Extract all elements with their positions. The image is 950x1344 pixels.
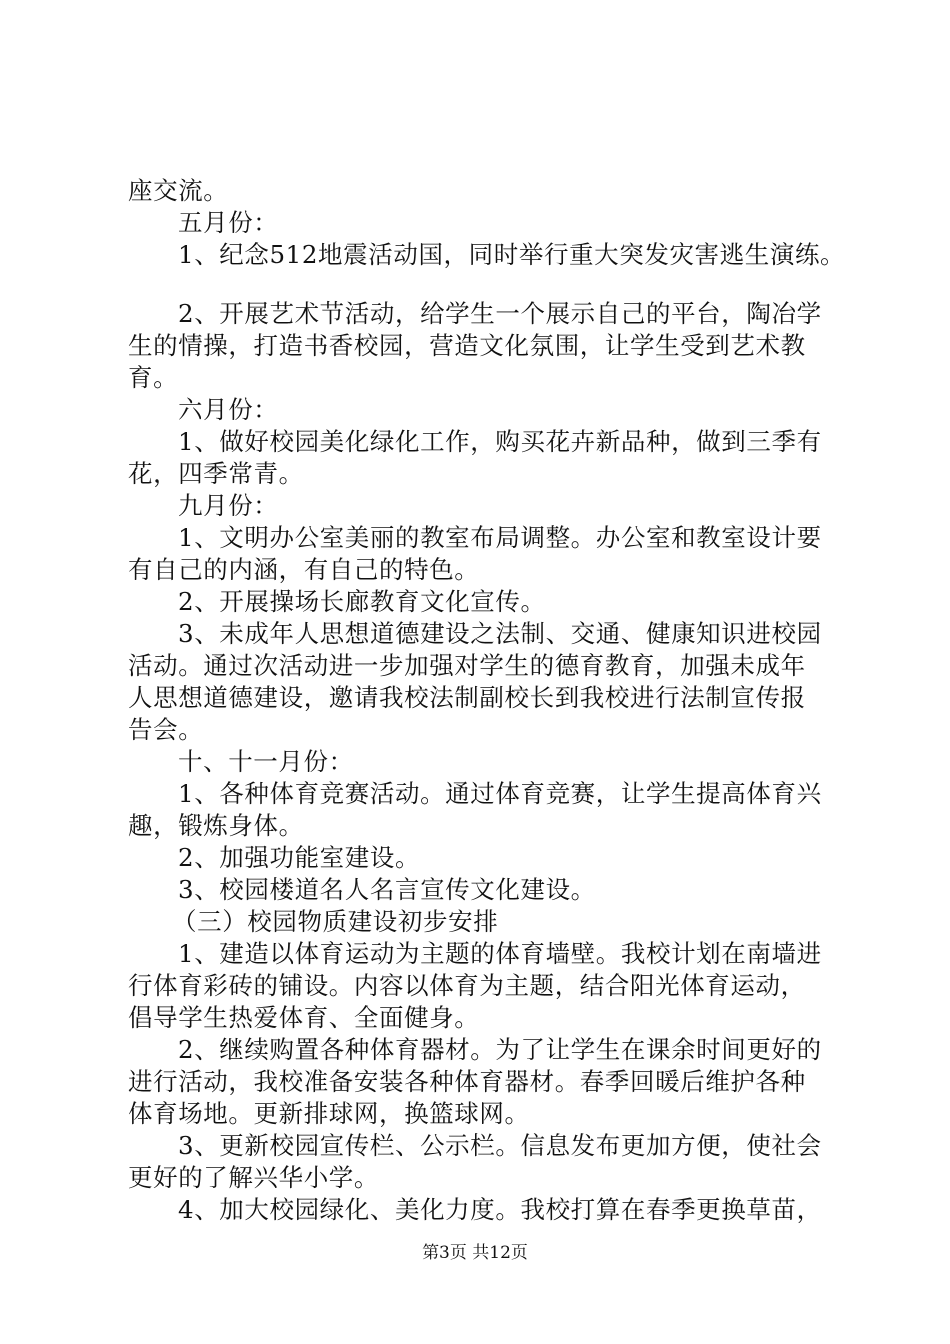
paragraph-line: 1、做好校园美化绿化工作，购买花卉新品种，做到三季有 (178, 427, 822, 456)
paragraph-line: 1、各种体育竞赛活动。通过体育竞赛，让学生提高体育兴 (178, 779, 822, 808)
paragraph-line: 2、加强功能室建设。 (178, 843, 421, 872)
paragraph-line: 人思想道德建设，邀请我校法制副校长到我校进行法制宣传报 (128, 683, 806, 712)
paragraph-line: 生的情操，打造书香校园，营造文化氛围，让学生受到艺术教 (128, 331, 806, 360)
paragraph-line: 行体育彩砖的铺设。内容以体育为主题，结合阳光体育运动， (128, 971, 806, 1000)
section-heading-material-construction: （三）校园物质建设初步安排 (172, 907, 499, 936)
paragraph-line: 有自己的内涵，有自己的特色。 (128, 555, 480, 584)
paragraph-line: 趣，锻炼身体。 (128, 811, 304, 840)
paragraph-line: 3、未成年人思想道德建设之法制、交通、健康知识进校园 (178, 619, 822, 648)
paragraph-line: 2、继续购置各种体育器材。为了让学生在课余时间更好的 (178, 1035, 822, 1064)
paragraph-line: 体育场地。更新排球网，换篮球网。 (128, 1099, 530, 1128)
paragraph-line: 更好的了解兴华小学。 (128, 1163, 379, 1192)
paragraph-line: 进行活动，我校准备安装各种体育器材。春季回暖后维护各种 (128, 1067, 806, 1096)
paragraph-line: 1、建造以体育运动为主题的体育墙壁。我校计划在南墙进 (178, 939, 822, 968)
paragraph-line: 座交流。 (128, 176, 229, 205)
section-heading-may: 五月份： (178, 208, 279, 237)
section-heading-june: 六月份： (178, 395, 279, 424)
section-heading-september: 九月份： (178, 491, 279, 520)
paragraph-line: 活动。通过次活动进一步加强对学生的德育教育，加强未成年 (128, 651, 806, 680)
paragraph-line: 3、更新校园宣传栏、公示栏。信息发布更加方便，使社会 (178, 1131, 822, 1160)
paragraph-line: 告会。 (128, 715, 204, 744)
paragraph-line: 3、校园楼道名人名言宣传文化建设。 (178, 875, 596, 904)
page-footer: 第3页 共12页 (422, 1243, 528, 1263)
paragraph-line: 倡导学生热爱体育、全面健身。 (128, 1003, 480, 1032)
paragraph-line: 花，四季常青。 (128, 459, 304, 488)
paragraph-line: 1、文明办公室美丽的教室布局调整。办公室和教室设计要 (178, 523, 822, 552)
paragraph-line: 育。 (128, 363, 179, 392)
paragraph-line: 2、开展操场长廊教育文化宣传。 (178, 587, 546, 616)
paragraph-line: 4、加大校园绿化、美化力度。我校打算在春季更换草苗， (178, 1195, 822, 1224)
section-heading-oct-nov: 十、十一月份： (178, 747, 354, 776)
paragraph-line: 1、纪念512地震活动国，同时举行重大突发灾害逃生演练。 (178, 240, 846, 269)
paragraph-line: 2、开展艺术节活动，给学生一个展示自己的平台，陶冶学 (178, 299, 822, 328)
